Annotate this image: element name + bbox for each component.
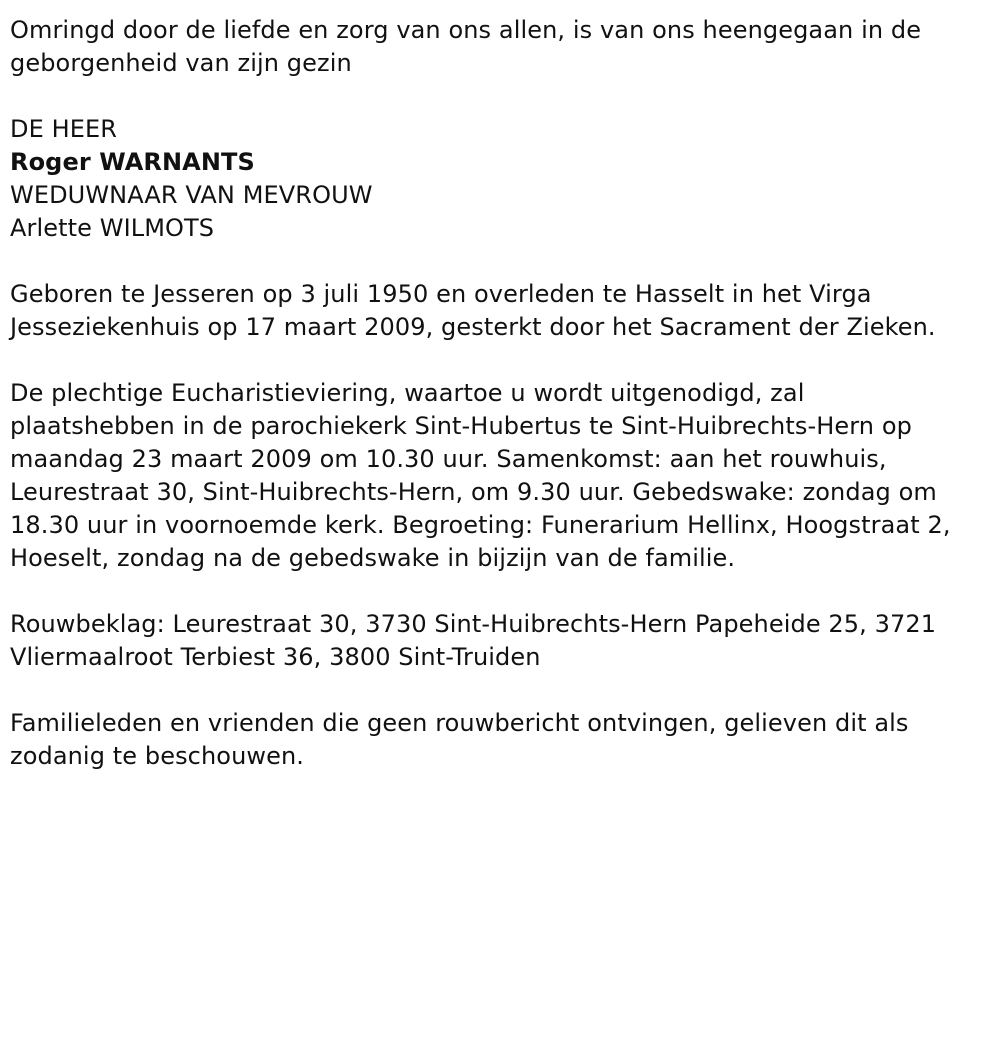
general-notice-paragraph: Familieleden en vrienden die geen rouwbericht ontvingen, gelieven dit als zodanig te beschouwen. bbox=[10, 709, 917, 770]
salutation-line: DE HEER bbox=[10, 115, 118, 143]
intro-paragraph: Omringd door de liefde en zorg van ons allen, is van ons heengegaan in de geborgenheid van zijn gezin bbox=[10, 16, 929, 77]
birth-and-death-paragraph: Geboren te Jesseren op 3 juli 1950 en overleden te Hasselt in het Virga Jesseziekenhuis op 17 maart 2009, gesterkt door het Sacrament der Zieken. bbox=[10, 280, 936, 341]
service-details-paragraph: De plechtige Eucharistieviering, waartoe u wordt uitgenodigd, zal plaatshebben in de parochiekerk Sint-Hubertus te Sint-Huibrechts-Hern op maandag 23 maart 2009 om 10.30 uur. Samenkomst: aan het rouwhuis, Leurestraat 30, Sint-Huibrechts-Hern, om 9.30 uur. Gebedswake: zondag om 18.30 uur in voornoemde kerk. Begroeting: Funerarium Hellinx, Hoogstraat 2, Hoeselt, zondag na de gebedswake in bijzijn van de familie. bbox=[10, 379, 959, 572]
condolences-paragraph: Rouwbeklag: Leurestraat 30, 3730 Sint-Huibrechts-Hern Papeheide 25, 3721 Vliermaalroot Terbiest 36, 3800 Sint-Truiden bbox=[10, 610, 944, 671]
relation-label: WEDUWNAAR VAN MEVROUW bbox=[10, 181, 373, 209]
spouse-name: Arlette WILMOTS bbox=[10, 214, 215, 242]
deceased-name: Roger WARNANTS bbox=[10, 148, 255, 176]
